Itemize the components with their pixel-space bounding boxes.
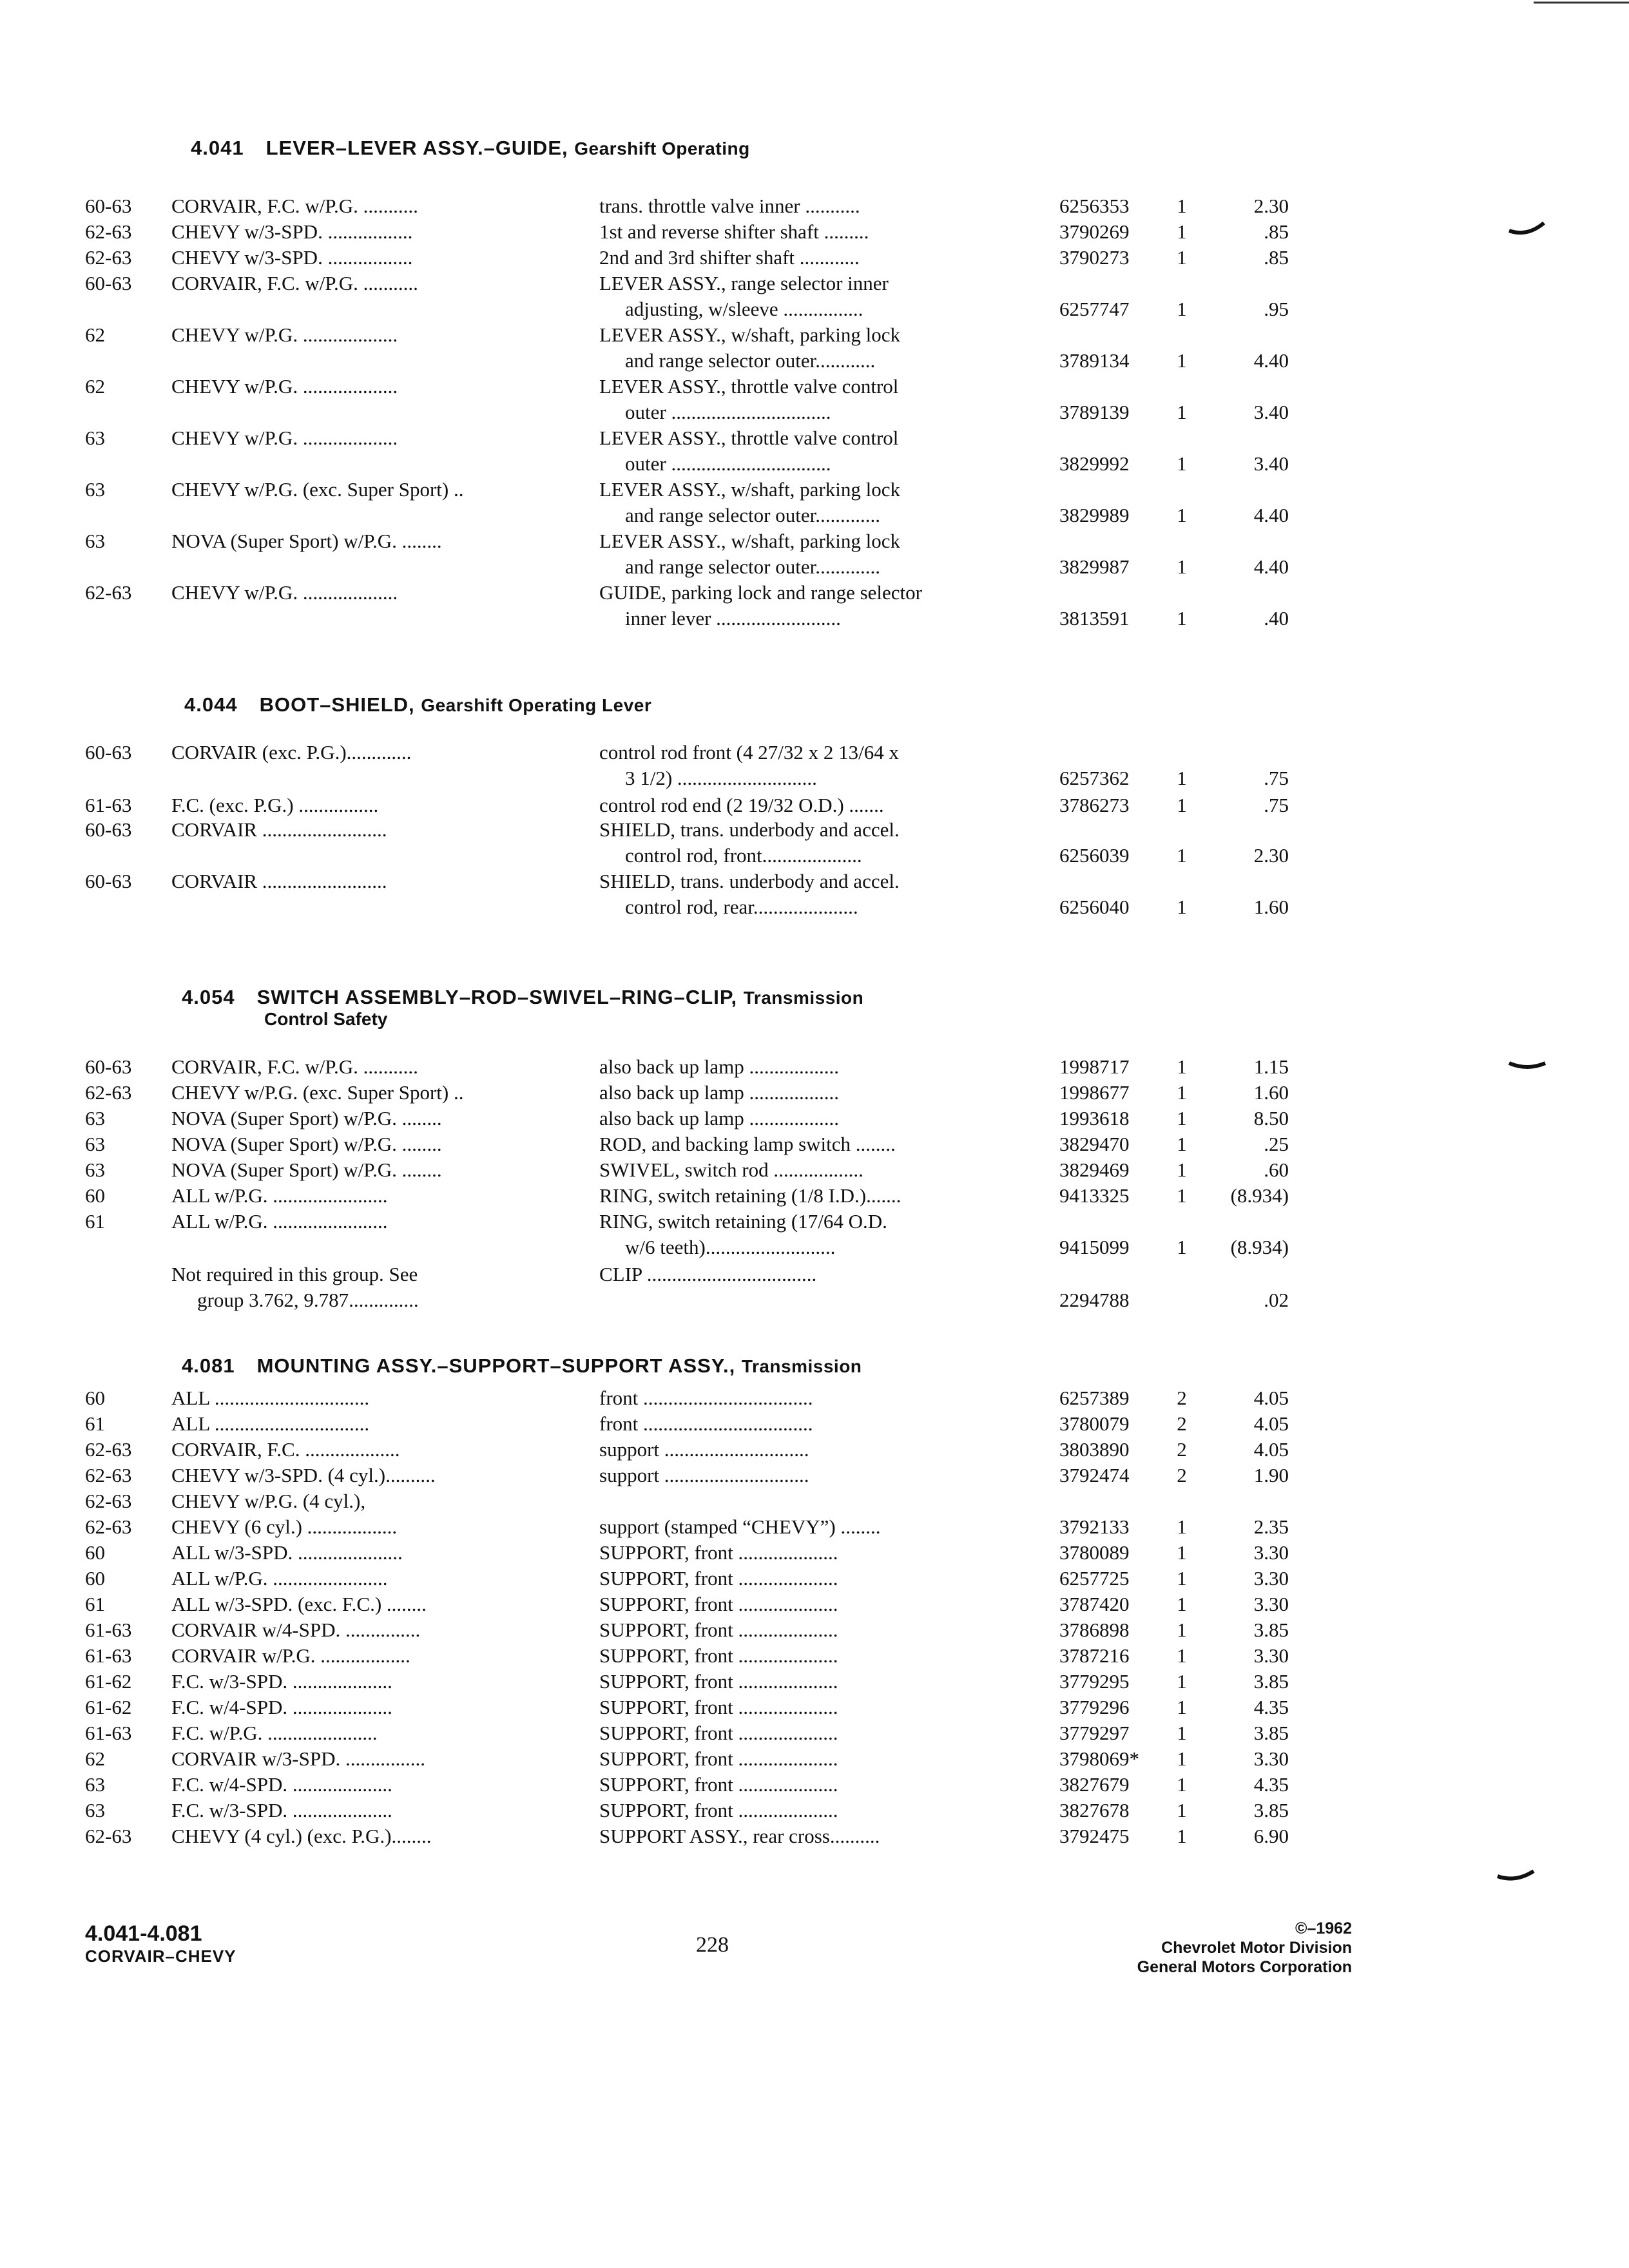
- section-subtitle: Gearshift Operating: [574, 139, 750, 159]
- year-range: 61: [85, 1210, 105, 1233]
- application: CHEVY w/P.G. ...................: [171, 323, 398, 346]
- part-description: SUPPORT, front ....................: [599, 1593, 838, 1615]
- quantity: 1: [1177, 896, 1187, 918]
- year-range: 61-62: [85, 1670, 132, 1693]
- section-heading: [191, 137, 750, 160]
- year-range: 63: [85, 478, 105, 501]
- application: ALL w/P.G. .......................: [171, 1184, 388, 1207]
- part-number: 3829469: [1059, 1158, 1130, 1181]
- application: F.C. w/3-SPD. ....................: [171, 1670, 392, 1693]
- application: Not required in this group. See: [171, 1263, 418, 1285]
- part-description: SUPPORT, front ....................: [599, 1773, 838, 1796]
- quantity: 1: [1177, 1567, 1187, 1590]
- section-code: 4.041: [191, 137, 244, 159]
- part-description: SHIELD, trans. underbody and accel.: [599, 870, 900, 892]
- part-number: 3780079: [1059, 1412, 1130, 1435]
- year-range: 63: [85, 1799, 105, 1821]
- price: 2.35: [1253, 1515, 1289, 1538]
- price: 4.35: [1253, 1773, 1289, 1796]
- application: NOVA (Super Sport) w/P.G. ........: [171, 1107, 442, 1129]
- price: 3.30: [1253, 1644, 1289, 1667]
- quantity: 1: [1177, 555, 1187, 578]
- year-range: 63: [85, 1773, 105, 1796]
- price: 3.85: [1253, 1619, 1289, 1641]
- price: .02: [1264, 1289, 1289, 1311]
- part-description-continued: inner lever .........................: [625, 607, 841, 629]
- application: CHEVY (4 cyl.) (exc. P.G.)........: [171, 1825, 432, 1847]
- price: 4.40: [1253, 504, 1289, 526]
- section-subtitle: Gearshift Operating Lever: [421, 695, 652, 715]
- price: 2.30: [1253, 195, 1289, 217]
- part-number: 3792133: [1059, 1515, 1130, 1538]
- price: 3.30: [1253, 1747, 1289, 1770]
- section-heading: [182, 986, 863, 1009]
- part-description: support (stamped “CHEVY”) ........: [599, 1515, 881, 1538]
- section-title: BOOT–SHIELD,: [259, 693, 415, 716]
- binder-hole-mark: [1508, 219, 1547, 238]
- part-description: SWIVEL, switch rod ..................: [599, 1158, 863, 1181]
- part-number: 6257725: [1059, 1567, 1130, 1590]
- part-number: 6257747: [1059, 298, 1130, 320]
- price: 3.85: [1253, 1799, 1289, 1821]
- quantity: 1: [1177, 844, 1187, 867]
- part-number: 1993618: [1059, 1107, 1130, 1129]
- part-number: 1998717: [1059, 1055, 1130, 1078]
- application: CHEVY w/3-SPD. .................: [171, 220, 413, 243]
- quantity: 2: [1177, 1412, 1187, 1435]
- application: ALL ...............................: [171, 1412, 370, 1435]
- year-range: 60: [85, 1541, 105, 1564]
- part-number: 3790269: [1059, 220, 1130, 243]
- part-description: 2nd and 3rd shifter shaft ............: [599, 246, 860, 269]
- quantity: 1: [1177, 220, 1187, 243]
- quantity: 1: [1177, 1158, 1187, 1181]
- quantity: 1: [1177, 1696, 1187, 1718]
- part-description: SUPPORT, front ....................: [599, 1722, 838, 1744]
- footer-publisher: [1137, 1919, 1352, 1977]
- application: CHEVY w/P.G. ...................: [171, 581, 398, 604]
- quantity: 1: [1177, 452, 1187, 475]
- quantity: 1: [1177, 607, 1187, 629]
- application: CHEVY w/P.G. ...................: [171, 375, 398, 398]
- year-range: 60-63: [85, 272, 132, 294]
- section-subtitle: Transmission: [741, 1356, 862, 1376]
- year-range: 62: [85, 323, 105, 346]
- part-description: SUPPORT, front ....................: [599, 1619, 838, 1641]
- year-range: 60-63: [85, 1055, 132, 1078]
- price: 3.85: [1253, 1670, 1289, 1693]
- binder-hole-mark: [1508, 1057, 1547, 1076]
- quantity: 1: [1177, 1055, 1187, 1078]
- part-description: LEVER ASSY., range selector inner: [599, 272, 889, 294]
- quantity: 1: [1177, 246, 1187, 269]
- corporation-name: General Motors Corporation: [1137, 1958, 1352, 1976]
- year-range: 63: [85, 1107, 105, 1129]
- year-range: 62: [85, 375, 105, 398]
- application: ALL w/3-SPD. (exc. F.C.) ........: [171, 1593, 427, 1615]
- quantity: 1: [1177, 1133, 1187, 1155]
- price: 1.90: [1253, 1464, 1289, 1486]
- price: 8.50: [1253, 1107, 1289, 1129]
- year-range: 62-63: [85, 1464, 132, 1486]
- application: F.C. w/3-SPD. ....................: [171, 1799, 392, 1821]
- part-number: 3790273: [1059, 246, 1130, 269]
- quantity: 1: [1177, 195, 1187, 217]
- year-range: 61-63: [85, 1722, 132, 1744]
- application: CHEVY (6 cyl.) ..................: [171, 1515, 398, 1538]
- application: CORVAIR, F.C. ...................: [171, 1438, 400, 1461]
- part-number: 3789134: [1059, 349, 1130, 372]
- quantity: 1: [1177, 767, 1187, 789]
- part-number: 3829992: [1059, 452, 1130, 475]
- year-range: 62: [85, 1747, 105, 1770]
- quantity: 1: [1177, 504, 1187, 526]
- application: CORVAIR (exc. P.G.).............: [171, 741, 412, 764]
- part-description-continued: and range selector outer.............: [625, 504, 880, 526]
- price: 3.30: [1253, 1567, 1289, 1590]
- part-description: SHIELD, trans. underbody and accel.: [599, 818, 900, 841]
- part-description: also back up lamp ..................: [599, 1055, 839, 1078]
- year-range: 60: [85, 1387, 105, 1409]
- part-number: 6257389: [1059, 1387, 1130, 1409]
- part-number: 3792475: [1059, 1825, 1130, 1847]
- edge-line-mark: [1534, 0, 1629, 6]
- section-title-line2: Control Safety: [264, 1009, 388, 1029]
- application: ALL w/P.G. .......................: [171, 1210, 388, 1233]
- price: .75: [1264, 767, 1289, 789]
- part-number: 3829989: [1059, 504, 1130, 526]
- part-number: 3779296: [1059, 1696, 1130, 1718]
- application: CHEVY w/3-SPD. .................: [171, 246, 413, 269]
- year-range: 63: [85, 1158, 105, 1181]
- year-range: 60: [85, 1184, 105, 1207]
- quantity: 1: [1177, 1619, 1187, 1641]
- price: 4.05: [1253, 1387, 1289, 1409]
- part-description: LEVER ASSY., w/shaft, parking lock: [599, 323, 900, 346]
- part-description-continued: outer ................................: [625, 452, 831, 475]
- price: .85: [1264, 246, 1289, 269]
- part-number: 3792474: [1059, 1464, 1130, 1486]
- price: .95: [1264, 298, 1289, 320]
- application: CORVAIR, F.C. w/P.G. ...........: [171, 195, 418, 217]
- part-number: 9415099: [1059, 1236, 1130, 1258]
- year-range: 60: [85, 1567, 105, 1590]
- application: NOVA (Super Sport) w/P.G. ........: [171, 1158, 442, 1181]
- part-description: LEVER ASSY., w/shaft, parking lock: [599, 478, 900, 501]
- price: 4.05: [1253, 1438, 1289, 1461]
- price: .75: [1264, 794, 1289, 816]
- section-code: 4.054: [182, 986, 235, 1008]
- price: 3.30: [1253, 1541, 1289, 1564]
- application: CORVAIR .........................: [171, 870, 387, 892]
- application: CORVAIR w/4-SPD. ...............: [171, 1619, 421, 1641]
- price: 1.15: [1253, 1055, 1289, 1078]
- part-description-continued: 3 1/2) ............................: [625, 767, 817, 789]
- year-range: 62-63: [85, 1825, 132, 1847]
- part-description: SUPPORT, front ....................: [599, 1644, 838, 1667]
- quantity: 1: [1177, 1670, 1187, 1693]
- part-number: 1998677: [1059, 1081, 1130, 1104]
- part-description: LEVER ASSY., throttle valve control: [599, 427, 899, 449]
- part-description: trans. throttle valve inner ...........: [599, 195, 860, 217]
- year-range: 61: [85, 1412, 105, 1435]
- part-description: ROD, and backing lamp switch ........: [599, 1133, 896, 1155]
- application: CHEVY w/P.G. (exc. Super Sport) ..: [171, 1081, 464, 1104]
- price: .25: [1264, 1133, 1289, 1155]
- part-number: 3827678: [1059, 1799, 1130, 1821]
- year-range: 61-63: [85, 794, 132, 816]
- year-range: 62-63: [85, 581, 132, 604]
- copyright: ©–1962: [1295, 1919, 1352, 1937]
- page-number: 228: [696, 1933, 729, 1957]
- price: 6.90: [1253, 1825, 1289, 1847]
- part-number: 3798069*: [1059, 1747, 1139, 1770]
- part-description: SUPPORT, front ....................: [599, 1567, 838, 1590]
- part-number: 3786273: [1059, 794, 1130, 816]
- part-description: RING, switch retaining (1/8 I.D.).......: [599, 1184, 901, 1207]
- quantity: 1: [1177, 349, 1187, 372]
- part-description-continued: control rod, front....................: [625, 844, 862, 867]
- footer-group-label: [85, 1921, 236, 1966]
- price: 3.30: [1253, 1593, 1289, 1615]
- quantity: 1: [1177, 1593, 1187, 1615]
- part-description: 1st and reverse shifter shaft .........: [599, 220, 869, 243]
- price: .60: [1264, 1158, 1289, 1181]
- part-number: 3780089: [1059, 1541, 1130, 1564]
- part-number: 2294788: [1059, 1289, 1130, 1311]
- application: ALL ...............................: [171, 1387, 370, 1409]
- part-description-continued: control rod, rear.....................: [625, 896, 858, 918]
- part-description: control rod end (2 19/32 O.D.) .......: [599, 794, 884, 816]
- application: CORVAIR .........................: [171, 818, 387, 841]
- price: 3.85: [1253, 1722, 1289, 1744]
- application: ALL w/3-SPD. .....................: [171, 1541, 403, 1564]
- quantity: 1: [1177, 1236, 1187, 1258]
- section-code: 4.081: [182, 1354, 235, 1377]
- quantity: 1: [1177, 401, 1187, 423]
- price: 3.40: [1253, 452, 1289, 475]
- application: CORVAIR w/P.G. ..................: [171, 1644, 410, 1667]
- price: 4.40: [1253, 349, 1289, 372]
- year-range: 63: [85, 1133, 105, 1155]
- quantity: 1: [1177, 298, 1187, 320]
- application: NOVA (Super Sport) w/P.G. ........: [171, 1133, 442, 1155]
- quantity: 1: [1177, 1184, 1187, 1207]
- quantity: 1: [1177, 794, 1187, 816]
- application: ALL w/P.G. .......................: [171, 1567, 388, 1590]
- part-description: GUIDE, parking lock and range selector: [599, 581, 922, 604]
- division-name: Chevrolet Motor Division: [1161, 1939, 1352, 1957]
- quantity: 1: [1177, 1722, 1187, 1744]
- quantity: 2: [1177, 1464, 1187, 1486]
- part-number: 3829987: [1059, 555, 1130, 578]
- part-description-continued: outer ................................: [625, 401, 831, 423]
- quantity: 1: [1177, 1107, 1187, 1129]
- quantity: 2: [1177, 1387, 1187, 1409]
- part-description: also back up lamp ..................: [599, 1107, 839, 1129]
- year-range: 62-63: [85, 220, 132, 243]
- part-number: 3803890: [1059, 1438, 1130, 1461]
- price: (8.934): [1230, 1184, 1289, 1207]
- year-range: 62-63: [85, 1081, 132, 1104]
- year-range: 61-63: [85, 1619, 132, 1641]
- price: 1.60: [1253, 896, 1289, 918]
- part-number: 3787420: [1059, 1593, 1130, 1615]
- part-description: SUPPORT, front ....................: [599, 1541, 838, 1564]
- application: CORVAIR w/3-SPD. ................: [171, 1747, 425, 1770]
- quantity: 1: [1177, 1541, 1187, 1564]
- section-heading: [182, 1354, 862, 1378]
- part-description: also back up lamp ..................: [599, 1081, 839, 1104]
- part-number: 3779297: [1059, 1722, 1130, 1744]
- part-number: 3789139: [1059, 401, 1130, 423]
- quantity: 2: [1177, 1438, 1187, 1461]
- year-range: 60-63: [85, 741, 132, 764]
- year-range: 62-63: [85, 1515, 132, 1538]
- part-description: front ..................................: [599, 1412, 813, 1435]
- year-range: 61: [85, 1593, 105, 1615]
- part-description: LEVER ASSY., w/shaft, parking lock: [599, 530, 900, 552]
- part-number: 6257362: [1059, 767, 1130, 789]
- section-title: MOUNTING ASSY.–SUPPORT–SUPPORT ASSY.,: [256, 1354, 736, 1377]
- application: F.C. w/P.G. ......................: [171, 1722, 378, 1744]
- price: .40: [1264, 607, 1289, 629]
- price: 2.30: [1253, 844, 1289, 867]
- year-range: 61-62: [85, 1696, 132, 1718]
- year-range: 62-63: [85, 1438, 132, 1461]
- part-number: 3829470: [1059, 1133, 1130, 1155]
- part-number: 3787216: [1059, 1644, 1130, 1667]
- part-number: 3813591: [1059, 607, 1130, 629]
- part-description-continued: and range selector outer............: [625, 349, 876, 372]
- application: F.C. w/4-SPD. ....................: [171, 1696, 392, 1718]
- price: 4.35: [1253, 1696, 1289, 1718]
- price: 1.60: [1253, 1081, 1289, 1104]
- application: CORVAIR, F.C. w/P.G. ...........: [171, 272, 418, 294]
- part-number: 3779295: [1059, 1670, 1130, 1693]
- application: NOVA (Super Sport) w/P.G. ........: [171, 530, 442, 552]
- section-subtitle: Transmission: [743, 988, 864, 1008]
- quantity: 1: [1177, 1799, 1187, 1821]
- year-range: 60-63: [85, 818, 132, 841]
- year-range: 60-63: [85, 195, 132, 217]
- price: 3.40: [1253, 401, 1289, 423]
- application: CHEVY w/3-SPD. (4 cyl.)..........: [171, 1464, 436, 1486]
- part-description: support .............................: [599, 1464, 809, 1486]
- quantity: 1: [1177, 1825, 1187, 1847]
- application: CORVAIR, F.C. w/P.G. ...........: [171, 1055, 418, 1078]
- section-heading: [184, 693, 651, 716]
- section-title: SWITCH ASSEMBLY–ROD–SWIVEL–RING–CLIP,: [256, 986, 738, 1008]
- part-number: 6256039: [1059, 844, 1130, 867]
- quantity: 1: [1177, 1644, 1187, 1667]
- section-code: 4.044: [184, 693, 238, 716]
- application: CHEVY w/P.G. (exc. Super Sport) ..: [171, 478, 464, 501]
- price: (8.934): [1230, 1236, 1289, 1258]
- part-description: CLIP ..................................: [599, 1263, 817, 1285]
- part-description-continued: and range selector outer.............: [625, 555, 880, 578]
- application: CHEVY w/P.G. (4 cyl.),: [171, 1490, 366, 1512]
- footer-group-range: 4.041-4.081: [85, 1921, 202, 1946]
- application: F.C. w/4-SPD. ....................: [171, 1773, 392, 1796]
- quantity: 1: [1177, 1081, 1187, 1104]
- binder-hole-mark: [1496, 1869, 1535, 1888]
- part-number: 9413325: [1059, 1184, 1130, 1207]
- part-description: LEVER ASSY., throttle valve control: [599, 375, 899, 398]
- part-description: SUPPORT ASSY., rear cross..........: [599, 1825, 880, 1847]
- application-continued: group 3.762, 9.787..............: [197, 1289, 419, 1311]
- part-number: 3827679: [1059, 1773, 1130, 1796]
- year-range: 63: [85, 427, 105, 449]
- application: CHEVY w/P.G. ...................: [171, 427, 398, 449]
- part-description: control rod front (4 27/32 x 2 13/64 x: [599, 741, 899, 764]
- quantity: 1: [1177, 1747, 1187, 1770]
- price: .85: [1264, 220, 1289, 243]
- part-description: RING, switch retaining (17/64 O.D.: [599, 1210, 887, 1233]
- price: 4.40: [1253, 555, 1289, 578]
- quantity: 1: [1177, 1773, 1187, 1796]
- application: F.C. (exc. P.G.) ................: [171, 794, 379, 816]
- part-description: front ..................................: [599, 1387, 813, 1409]
- part-description: SUPPORT, front ....................: [599, 1670, 838, 1693]
- part-description: SUPPORT, front ....................: [599, 1696, 838, 1718]
- year-range: 60-63: [85, 870, 132, 892]
- price: 4.05: [1253, 1412, 1289, 1435]
- part-description-continued: w/6 teeth)..........................: [625, 1236, 836, 1258]
- part-description: SUPPORT, front ....................: [599, 1747, 838, 1770]
- part-description: support .............................: [599, 1438, 809, 1461]
- year-range: 62-63: [85, 1490, 132, 1512]
- quantity: 1: [1177, 1515, 1187, 1538]
- year-range: 62-63: [85, 246, 132, 269]
- part-description-continued: adjusting, w/sleeve ................: [625, 298, 863, 320]
- part-description: SUPPORT, front ....................: [599, 1799, 838, 1821]
- year-range: 63: [85, 530, 105, 552]
- part-number: 6256040: [1059, 896, 1130, 918]
- year-range: 61-63: [85, 1644, 132, 1667]
- footer-catalog-name: CORVAIR–CHEVY: [85, 1946, 236, 1966]
- section-title: LEVER–LEVER ASSY.–GUIDE,: [265, 137, 568, 159]
- part-number: 3786898: [1059, 1619, 1130, 1641]
- part-number: 6256353: [1059, 195, 1130, 217]
